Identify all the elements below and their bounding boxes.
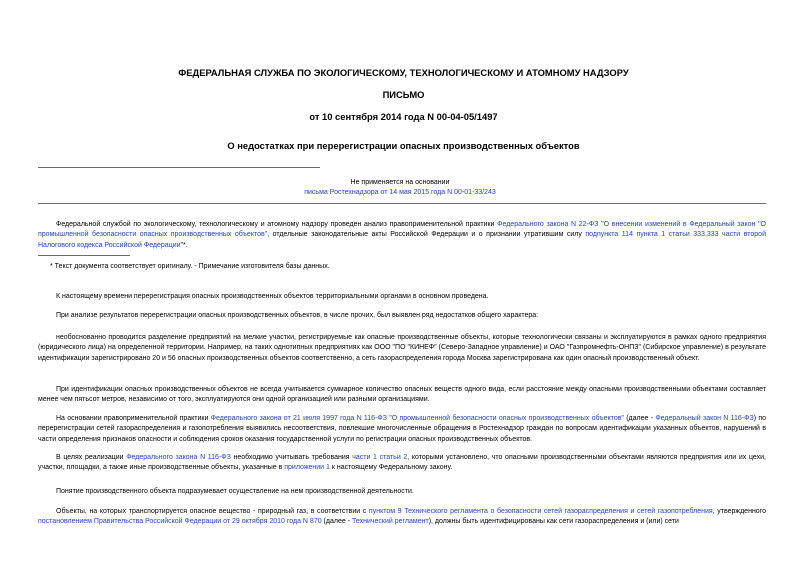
- status-note-text: Не применяется на основании: [350, 179, 450, 186]
- paragraph: Федеральной службой по экологическому, технологическому и атомному надзору проведен анализ правоприменительной практики Федерального закона N 22-ФЗ "О внесении изменений в Федеральный закон "О промышленной безопасности опасных производственных объектов", отдельные законодательные акты Российской Федерации и о признании утратившим силу подпункта 114 пункта 1 статьи 333.333 части второй Налогового кодекса Российской Федерации"*.: [38, 221, 766, 249]
- footnote: * Текст документа соответствует оригиналу. - Примечание изготовителя базы данных.: [50, 263, 330, 270]
- date-number-heading: от 10 сентября 2014 года N 00-04-05/1497: [309, 111, 498, 122]
- paragraph: В целях реализации Федерального закона N 116-ФЗ необходимо учитывать требования части 1 статьи 2, которыми установлено, что опасными производственными объектами являются предприятия или их цехи, участки, площадки, а также иные производственные объекты, указанные в приложении 1 к настоящему Федеральному закону.: [38, 454, 766, 472]
- law-116-link[interactable]: Федерального закона от 21 июля 1997 года N 116-ФЗ "О промышленной безопасности опасных производственных объектов": [210, 415, 624, 422]
- law-116-short-link[interactable]: Федеральный закон N 116-ФЗ: [655, 415, 754, 422]
- paragraph: необоснованно проводится разделение предприятий на мелкие участки, регистрируемые как опасные производственные объекты, которые технологически связаны и эксплуатируются в рамках одного предприятия (юридического лица) на определенной территории. Например, на таких однотипных предприятиях как ООО "ПО "КИНЕФ" (Северо-Западное управление) и ОАО "Газпромнефть-ОНПЗ" (Сибирское управление) в результате идентификации зарегистрировано 20 и 56 опасных производственных объектов соответственно, а сеть газораспределения города Москва зарегистрирована как один опасный производственный объект.: [38, 334, 766, 362]
- decree-link[interactable]: постановлением Правительства Российской Федерации от 29 октября 2010 года N 870: [38, 518, 322, 526]
- separator-line: [38, 203, 766, 204]
- tech-reg-short-link[interactable]: Технический регламент: [351, 518, 429, 526]
- paragraph: При идентификации опасных производственных объектов не всегда учитывается суммарное количество опасных веществ одного вида, если расстояние между опасными производственными объектами составляет менее чем пятьсот метров, независимо от того, эксплуатируются они одной организацией или разными организациями.: [38, 386, 766, 404]
- law-116-short-link[interactable]: Федерального закона N 116-ФЗ: [126, 454, 231, 461]
- appendix-1-link[interactable]: приложении 1: [284, 464, 330, 472]
- subject-heading: О недостатках при перерегистрации опасных производственных объектов: [227, 140, 580, 151]
- paragraph: Объекты, на которых транспортируется опасное вещество - природный газ, в соответствии с пунктом 9 Технического регламента о безопасности сетей газораспределения и сетей газопотребления, утвержденного постановлением Правительства Российской Федерации от 29 октября 2010 года N 870 (далее - Технический регламент), должны быть идентифицированы как сети газораспределения и (или) сети: [38, 508, 766, 526]
- separator-line: [38, 167, 320, 168]
- paragraph: К настоящему времени перерегистрация опасных производственных объектов территориальными органами в основном проведена.: [56, 293, 489, 300]
- status-note-link[interactable]: письма Ростехнадзора от 14 мая 2015 года N 00-01-33/243: [304, 189, 496, 196]
- law-link[interactable]: Федерального закона N 22-ФЗ "О внесении изменений в Федеральный закон "О промышленной безопасности опасных производственных объектов": [38, 221, 766, 239]
- paragraph: На основании правоприменительной практики Федерального закона от 21 июля 1997 года N 116-ФЗ "О промышленной безопасности опасных производственных объектов" (далее - Федеральный закон N 116-ФЗ) по перерегистрации сетей газораспределения и газопотребления выявились несоответствия, повлекшие многочисленные обращения в Ростехнадзор граждан по вопросам идентификации указанных объектов, нарушений в части определения признаков опасности и соблюдения сроков оказания государственной услуги по регистрации опасных производственных объектов.: [38, 415, 766, 443]
- paragraph: Понятие производственного объекта подразумевает осуществление на нем производственной деятельности.: [56, 488, 414, 495]
- footnote-separator: [38, 255, 130, 256]
- tax-code-link[interactable]: подпункта 114 пункта 1 статьи 333.333 части второй Налогового кодекса Российской Федерации: [38, 231, 766, 249]
- article-2-link[interactable]: части 1 статьи 2: [352, 454, 408, 461]
- status-note: [300, 178, 500, 198]
- tech-reg-link[interactable]: пунктом 9 Технического регламента о безопасности сетей газораспределения и сетей газопотребления: [368, 508, 713, 515]
- doc-type-heading: ПИСЬМО: [382, 89, 425, 100]
- agency-heading: ФЕДЕРАЛЬНАЯ СЛУЖБА ПО ЭКОЛОГИЧЕСКОМУ, ТЕХНОЛОГИЧЕСКОМУ И АТОМНОМУ НАДЗОРУ: [178, 67, 629, 78]
- paragraph: При анализе результатов перерегистрации опасных производственных объектов, в числе прочих, был выявлен ряд недостатков общего характера:: [56, 312, 539, 319]
